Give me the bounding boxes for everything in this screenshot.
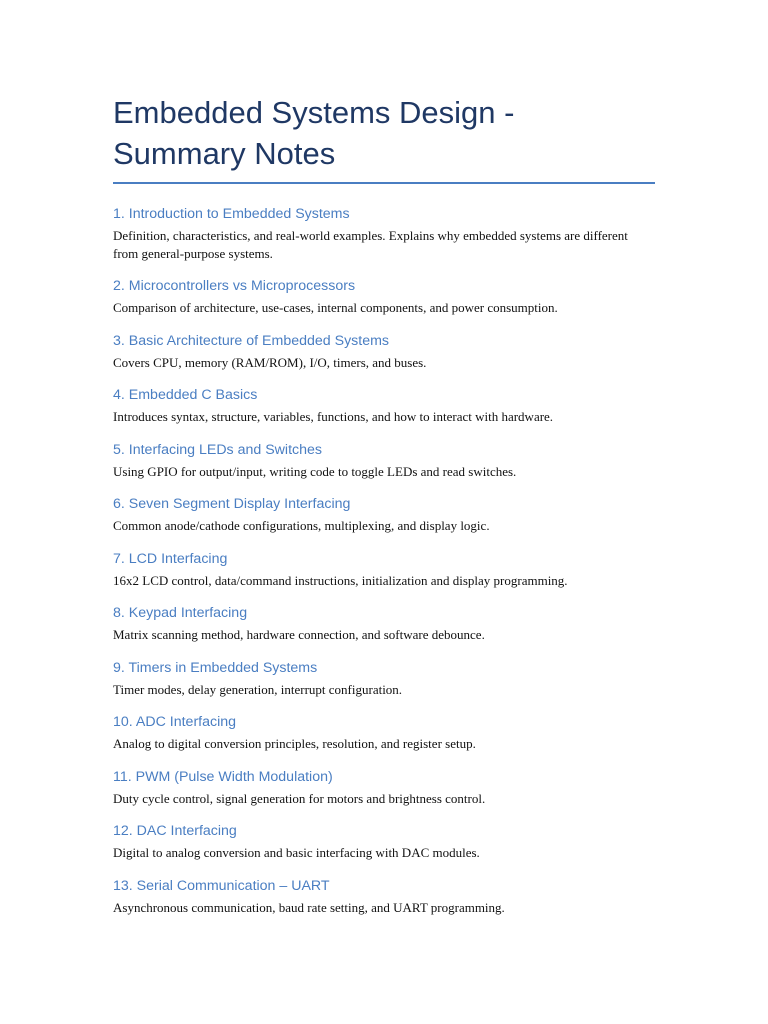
section-description: Covers CPU, memory (RAM/ROM), I/O, timers, and buses.	[113, 354, 427, 370]
section-heading: 4. Embedded C Basics	[113, 387, 258, 403]
document-page	[113, 92, 655, 931]
section-item	[113, 495, 655, 535]
document-title: Embedded Systems Design - Summary Notes	[113, 92, 655, 184]
section-item	[113, 713, 655, 753]
section-description: Digital to analog conversion and basic interfacing with DAC modules.	[113, 845, 480, 860]
section-heading: 6. Seven Segment Display Interfacing	[113, 496, 351, 512]
section-heading: 10. ADC Interfacing	[113, 714, 237, 730]
section-item	[113, 205, 655, 262]
section-heading: 5. Interfacing LEDs and Switches	[113, 441, 322, 458]
section-item	[113, 822, 655, 862]
section-heading: 2. Microcontrollers vs Microprocessors	[113, 278, 356, 294]
section-description: Matrix scanning method, hardware connection, and software debounce.	[113, 627, 485, 642]
section-item	[113, 386, 655, 426]
section-heading: 8. Keypad Interfacing	[113, 605, 248, 621]
section-item	[113, 604, 655, 644]
section-item	[113, 332, 655, 372]
section-item	[113, 877, 655, 917]
section-description: 16x2 LCD control, data/command instructions, initialization and display programming.	[113, 572, 568, 588]
section-item	[113, 277, 655, 317]
section-heading: 11. PWM (Pulse Width Modulation)	[113, 768, 333, 785]
section-item	[113, 768, 655, 808]
section-heading: 1. Introduction to Embedded Systems	[113, 206, 350, 222]
section-item	[113, 441, 655, 481]
section-description: Asynchronous communication, baud rate setting, and UART programming.	[113, 899, 505, 915]
section-description: Definition, characteristics, and real-world examples. Explains why embedded systems are different from general-purpose systems.	[113, 228, 628, 261]
section-description: Duty cycle control, signal generation for motors and brightness control.	[113, 790, 486, 806]
section-heading: 3. Basic Architecture of Embedded Systems	[113, 332, 389, 349]
section-heading: 9. Timers in Embedded Systems	[113, 659, 318, 676]
section-item	[113, 659, 655, 699]
section-description: Using GPIO for output/input, writing code to toggle LEDs and read switches.	[113, 463, 517, 479]
section-description: Analog to digital conversion principles, resolution, and register setup.	[113, 736, 476, 751]
section-heading: 7. LCD Interfacing	[113, 550, 228, 567]
section-description: Introduces syntax, structure, variables, functions, and how to interact with hardware.	[113, 409, 554, 424]
sections-list	[113, 205, 655, 916]
section-heading: 12. DAC Interfacing	[113, 823, 237, 839]
section-description: Comparison of architecture, use-cases, internal components, and power consumption.	[113, 300, 558, 315]
section-item	[113, 550, 655, 590]
section-description: Common anode/cathode configurations, multiplexing, and display logic.	[113, 518, 490, 533]
section-description: Timer modes, delay generation, interrupt configuration.	[113, 681, 403, 697]
section-heading: 13. Serial Communication – UART	[113, 877, 330, 894]
